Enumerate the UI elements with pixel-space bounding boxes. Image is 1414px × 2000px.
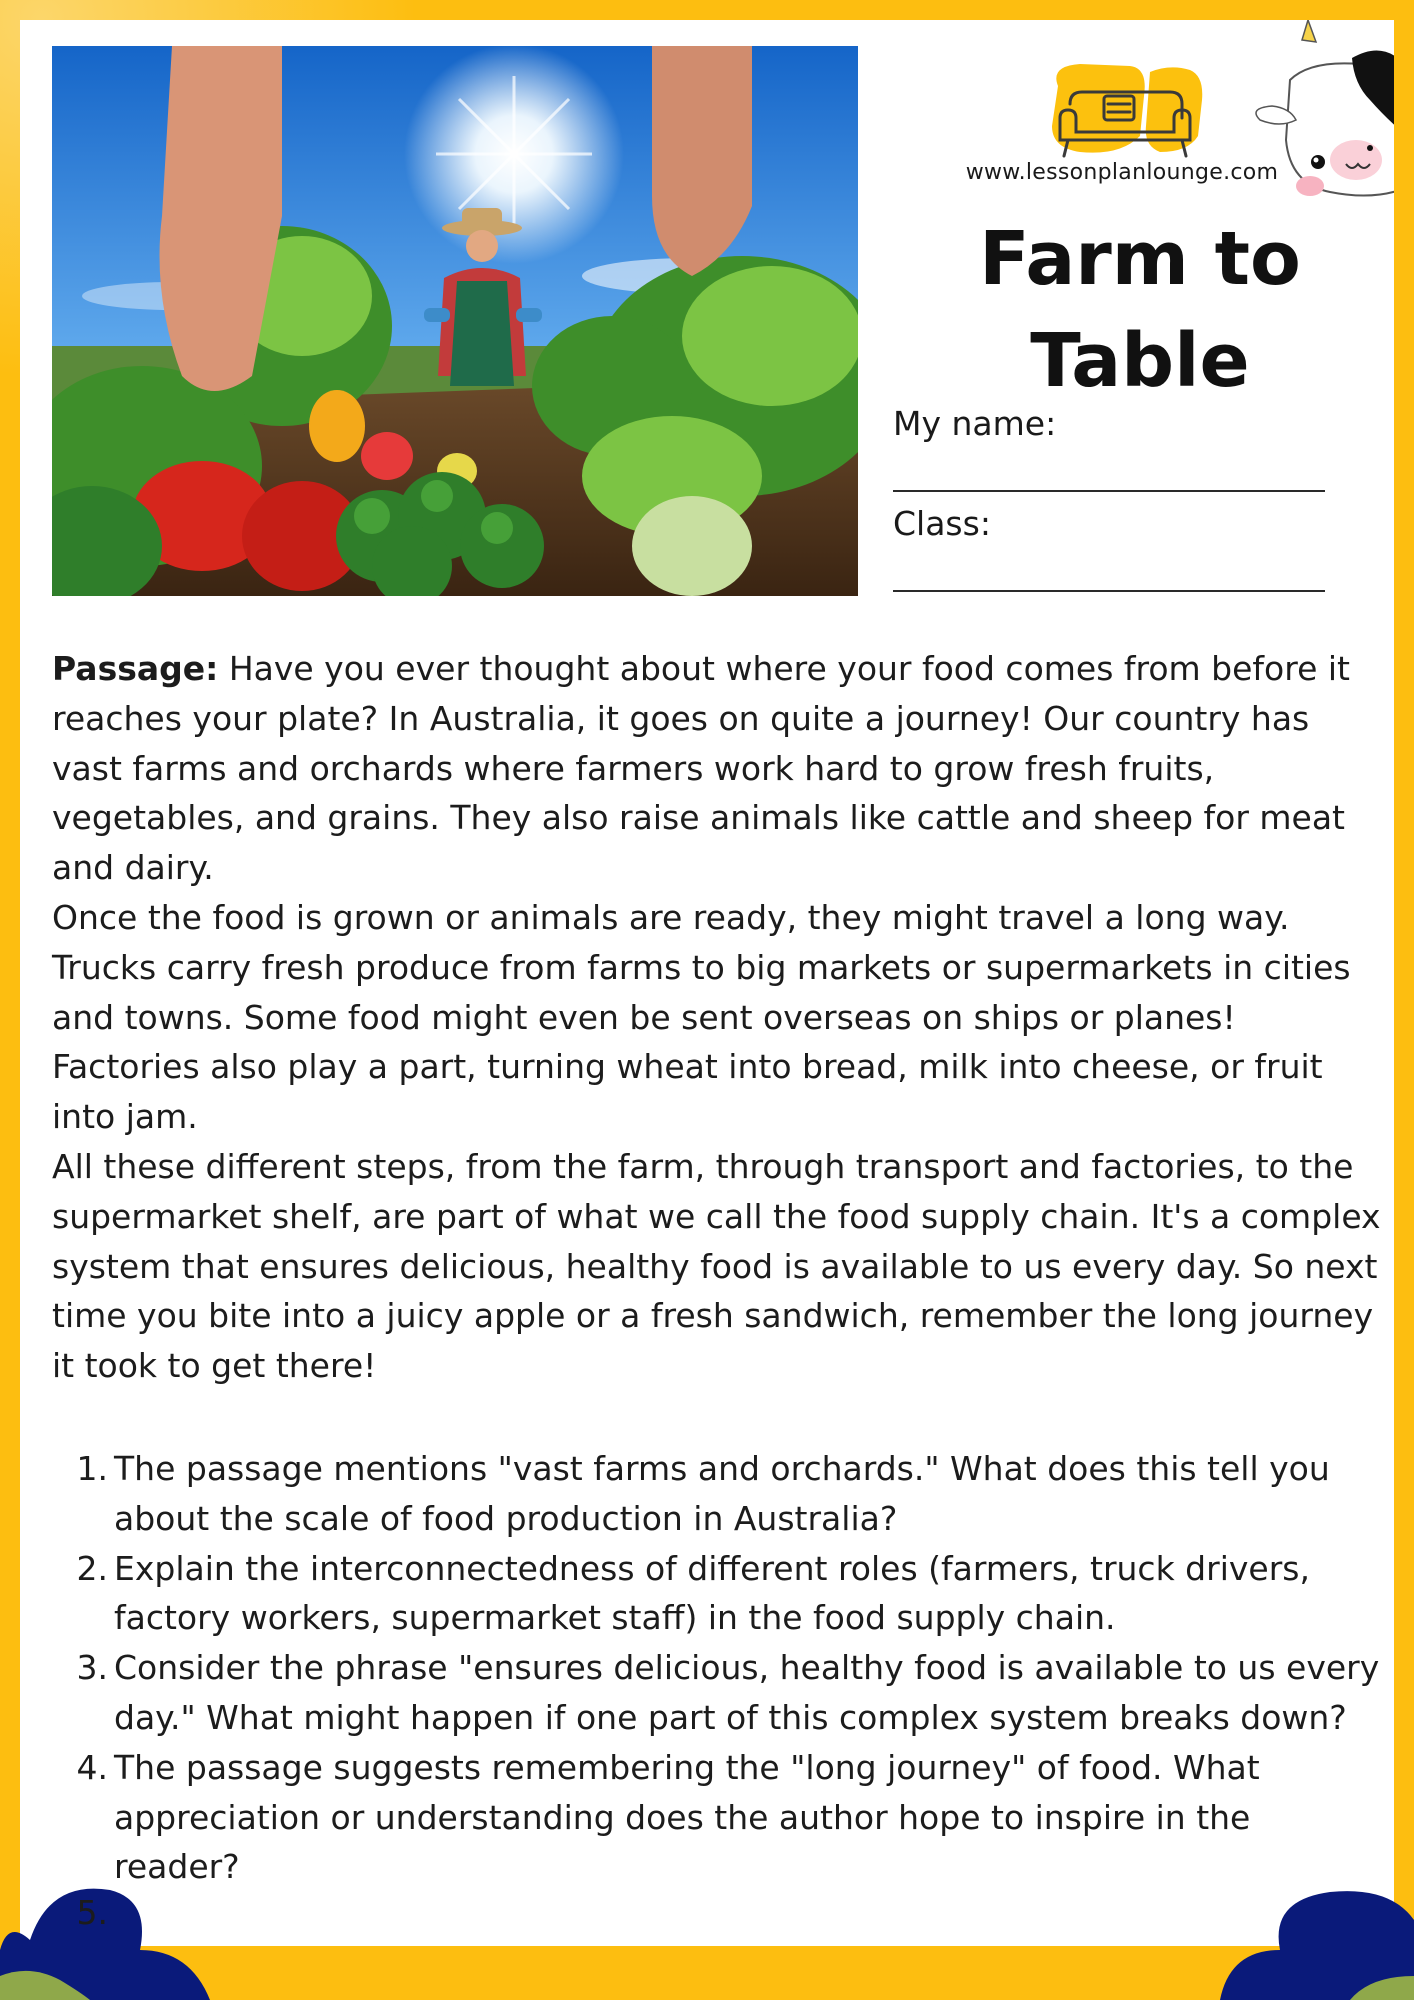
title-line-1: Farm to (979, 216, 1301, 302)
question-number: 4. (76, 1747, 108, 1787)
decor-blob-right (1200, 1880, 1414, 2000)
question-item (52, 1643, 1382, 1743)
question-number: 2. (76, 1548, 108, 1588)
site-url: www.lessonplanlounge.com (965, 160, 1279, 185)
passage-paragraph-3: All these different steps, from the farm, through transport and factories, to the supermarket shelf, are part of what we call the food supply chain. It's a complex system that ensures delicious, healthy food is available to us every day. So next time you bite into a juicy apple or a fresh sandwich, remember the long journey it took to get there! (52, 1146, 1381, 1386)
question-list (52, 1444, 1382, 1892)
question-text: The passage suggests remembering the "long journey" of food. What appreciation or understanding does the author hope to inspire in the reader? (114, 1747, 1260, 1887)
passage-paragraph-1 (52, 644, 1382, 893)
name-label: My name: (893, 404, 1057, 443)
question-number: 1. (76, 1449, 108, 1488)
question-item (52, 1743, 1382, 1892)
passage-text-1: Have you ever thought about where your food comes from before it reaches your plate? In Australia, it goes on quite a journey! Our country has vast farms and orchards where farmers work hard to grow fresh fruits, vegetables, and grains. They also raise animals like cattle and sheep for meat and dairy. (52, 649, 1350, 888)
class-field[interactable] (893, 502, 1325, 592)
lounge-logo (1020, 56, 1240, 166)
title-line-2: Table (1030, 318, 1250, 404)
passage-paragraph-2: Once the food is grown or animals are ready, they might travel a long way. Trucks carry fresh produce from farms to big markets or supermarkets in cities and towns. Some food might even be sent overseas on ships or planes! Factories also play a part, turning wheat into bread, milk into cheese, or fruit into jam. (52, 897, 1351, 1137)
question-item (52, 1444, 1382, 1544)
class-line[interactable] (893, 590, 1325, 592)
question-number: 3. (76, 1648, 108, 1688)
name-line[interactable] (893, 490, 1325, 492)
question-number-5: 5. (76, 1893, 108, 1932)
cow-icon (1250, 20, 1394, 220)
question-text: The passage mentions "vast farms and orchards." What does this tell you about the scale of food production in Australia? (114, 1449, 1330, 1538)
question-text: Explain the interconnectedness of different roles (farmers, truck drivers, factory workers, supermarket staff) in the food supply chain. (114, 1548, 1310, 1638)
name-field[interactable] (893, 402, 1325, 492)
reading-passage (52, 644, 1382, 1391)
question-item (52, 1544, 1382, 1644)
decor-blob-left (0, 1880, 220, 2000)
sofa-icon (1020, 56, 1240, 166)
question-text: Consider the phrase "ensures delicious, healthy food is available to us every day." What might happen if one part of this complex system breaks down? (114, 1648, 1380, 1737)
farm-photo (52, 46, 858, 596)
page-title (900, 208, 1380, 412)
class-label: Class: (893, 504, 991, 543)
worksheet-page (20, 20, 1394, 1946)
passage-lead: Passage: (52, 649, 219, 688)
